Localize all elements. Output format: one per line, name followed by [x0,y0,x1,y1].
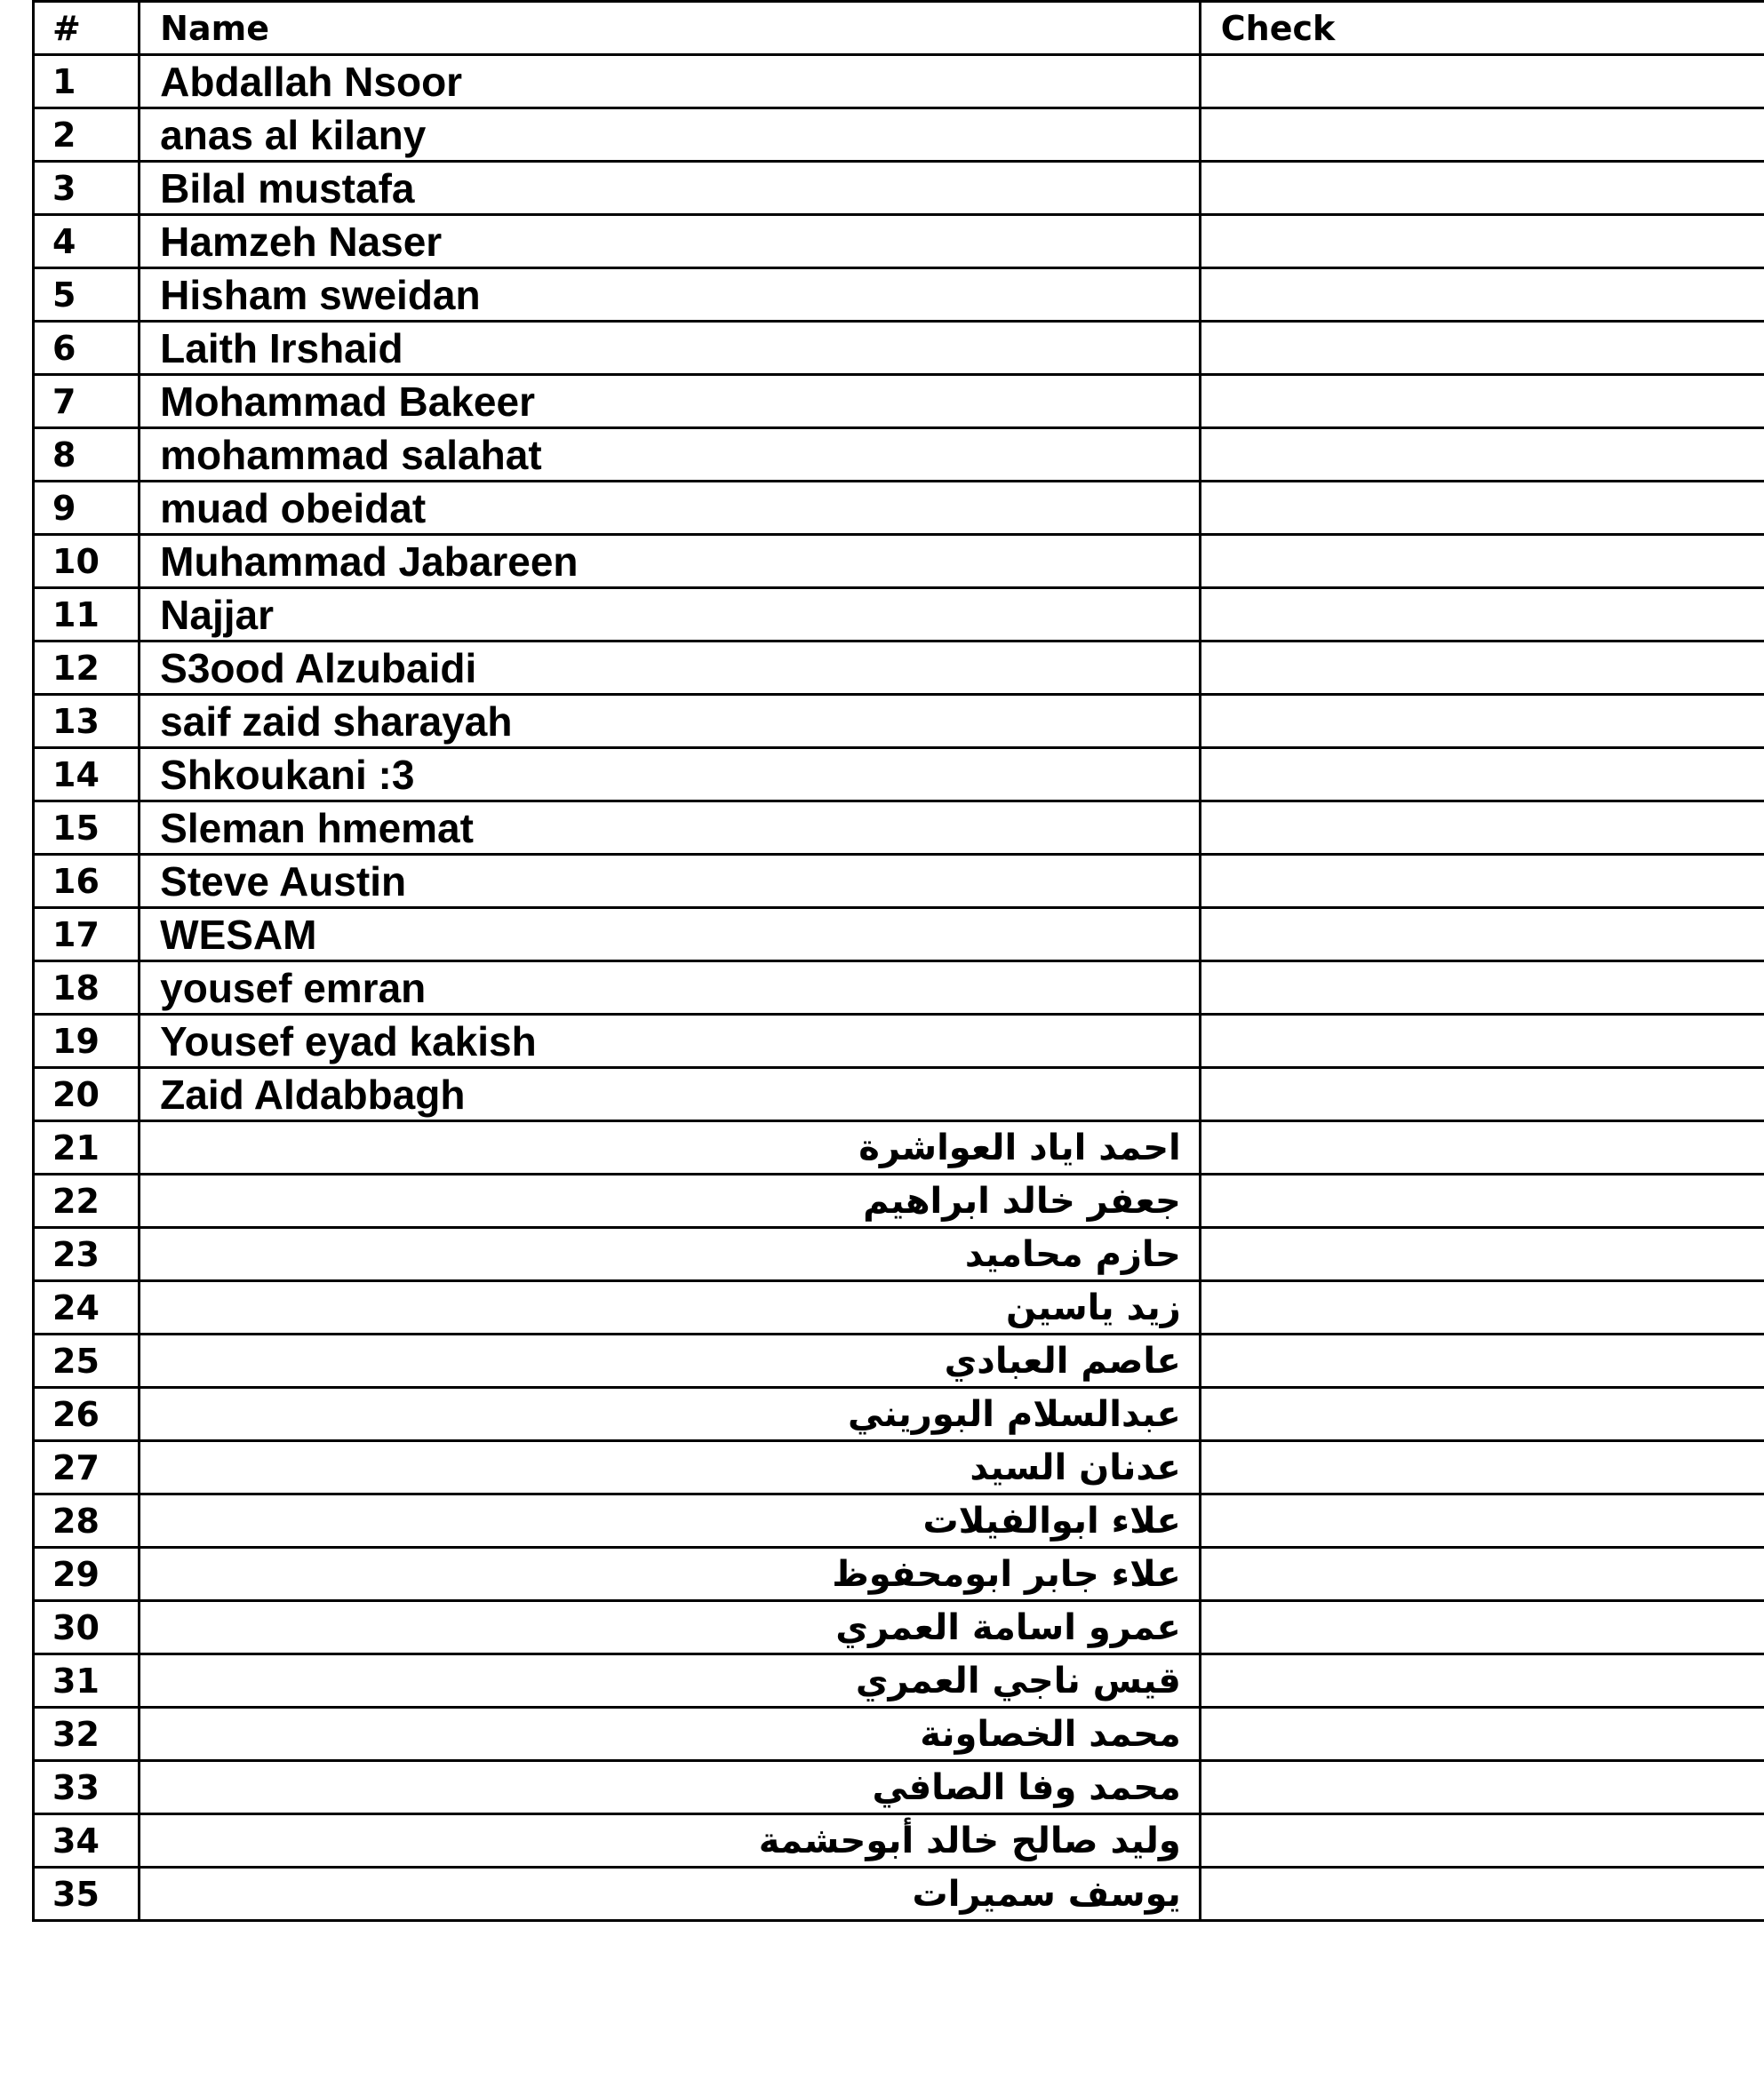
row-check-cell[interactable] [1200,1601,1764,1654]
table-row [34,1281,1764,1335]
table-row [34,1868,1764,1921]
header-name: Name [140,2,1201,55]
table-row [34,1388,1764,1441]
row-name: عاصم العبادي [140,1335,1201,1388]
table-row [34,908,1764,961]
row-check-cell[interactable] [1200,535,1764,588]
row-name: محمد الخصاونة [140,1708,1201,1761]
row-name: Najjar [140,588,1201,642]
row-check-cell[interactable] [1200,1654,1764,1708]
row-number: 34 [34,1814,140,1868]
table-row [34,1015,1764,1068]
row-number: 3 [34,162,140,215]
row-name: Muhammad Jabareen [140,535,1201,588]
table-row [34,801,1764,855]
row-name: Sleman hmemat [140,801,1201,855]
header-number: # [34,2,140,55]
row-check-cell[interactable] [1200,588,1764,642]
row-name: احمد اياد العواشرة [140,1121,1201,1175]
row-number: 8 [34,428,140,482]
row-check-cell[interactable] [1200,375,1764,428]
table-row [34,855,1764,908]
row-number: 27 [34,1441,140,1494]
row-number: 33 [34,1761,140,1814]
row-name: جعفر خالد ابراهيم [140,1175,1201,1228]
row-number: 24 [34,1281,140,1335]
row-check-cell[interactable] [1200,801,1764,855]
row-check-cell[interactable] [1200,748,1764,801]
row-number: 15 [34,801,140,855]
row-check-cell[interactable] [1200,1175,1764,1228]
row-name: علاء جابر ابومحفوظ [140,1548,1201,1601]
row-check-cell[interactable] [1200,855,1764,908]
row-number: 9 [34,482,140,535]
row-number: 26 [34,1388,140,1441]
table-row [34,535,1764,588]
row-name: Yousef eyad kakish [140,1015,1201,1068]
row-check-cell[interactable] [1200,1494,1764,1548]
row-check-cell[interactable] [1200,215,1764,268]
table-row [34,215,1764,268]
row-check-cell[interactable] [1200,1868,1764,1921]
row-name: علاء ابوالفيلات [140,1494,1201,1548]
row-name: زيد ياسين [140,1281,1201,1335]
row-name: yousef emran [140,961,1201,1015]
row-number: 25 [34,1335,140,1388]
row-name: saif zaid sharayah [140,695,1201,748]
row-check-cell[interactable] [1200,162,1764,215]
row-number: 10 [34,535,140,588]
row-name: Zaid Aldabbagh [140,1068,1201,1121]
row-number: 30 [34,1601,140,1654]
table-row [34,268,1764,322]
table-row [34,1548,1764,1601]
row-check-cell[interactable] [1200,1228,1764,1281]
row-name: محمد وفا الصافي [140,1761,1201,1814]
row-name: Hisham sweidan [140,268,1201,322]
row-number: 22 [34,1175,140,1228]
row-name: Hamzeh Naser [140,215,1201,268]
row-number: 18 [34,961,140,1015]
table-row [34,695,1764,748]
header-row [34,2,1764,55]
row-check-cell[interactable] [1200,642,1764,695]
row-name: anas al kilany [140,108,1201,162]
header-check: Check [1200,2,1764,55]
row-check-cell[interactable] [1200,1015,1764,1068]
table-row [34,482,1764,535]
row-number: 31 [34,1654,140,1708]
row-number: 2 [34,108,140,162]
table-row [34,162,1764,215]
row-number: 20 [34,1068,140,1121]
row-check-cell[interactable] [1200,1281,1764,1335]
table-row [34,1494,1764,1548]
table-row [34,1708,1764,1761]
row-number: 1 [34,55,140,108]
row-check-cell[interactable] [1200,55,1764,108]
table-row [34,1068,1764,1121]
row-name: mohammad salahat [140,428,1201,482]
table-row [34,588,1764,642]
row-name: يوسف سميرات [140,1868,1201,1921]
row-check-cell[interactable] [1200,1814,1764,1868]
row-number: 11 [34,588,140,642]
table-row [34,55,1764,108]
table-row [34,375,1764,428]
row-check-cell[interactable] [1200,268,1764,322]
row-number: 17 [34,908,140,961]
row-name: Laith Irshaid [140,322,1201,375]
row-name: WESAM [140,908,1201,961]
row-check-cell[interactable] [1200,322,1764,375]
table-row [34,961,1764,1015]
table-row [34,428,1764,482]
attendance-table [32,0,1764,1922]
row-number: 21 [34,1121,140,1175]
table-row [34,1335,1764,1388]
row-number: 32 [34,1708,140,1761]
row-number: 7 [34,375,140,428]
row-name: Steve Austin [140,855,1201,908]
row-number: 23 [34,1228,140,1281]
row-check-cell[interactable] [1200,1335,1764,1388]
row-check-cell[interactable] [1200,908,1764,961]
table-row [34,748,1764,801]
row-name: Mohammad Bakeer [140,375,1201,428]
row-number: 5 [34,268,140,322]
row-number: 35 [34,1868,140,1921]
row-number: 13 [34,695,140,748]
row-check-cell[interactable] [1200,695,1764,748]
row-number: 14 [34,748,140,801]
row-check-cell[interactable] [1200,1548,1764,1601]
table-row [34,1121,1764,1175]
table-row [34,322,1764,375]
row-name: Abdallah Nsoor [140,55,1201,108]
row-check-cell[interactable] [1200,108,1764,162]
row-name: S3ood Alzubaidi [140,642,1201,695]
row-name: عبدالسلام البوريني [140,1388,1201,1441]
table-row [34,1228,1764,1281]
table-row [34,642,1764,695]
row-check-cell[interactable] [1200,482,1764,535]
table-row [34,1654,1764,1708]
row-number: 16 [34,855,140,908]
table-row [34,108,1764,162]
table-row [34,1601,1764,1654]
row-name: عمرو اسامة العمري [140,1601,1201,1654]
row-name: قيس ناجي العمري [140,1654,1201,1708]
row-check-cell[interactable] [1200,1708,1764,1761]
table-row [34,1441,1764,1494]
row-number: 19 [34,1015,140,1068]
row-number: 29 [34,1548,140,1601]
row-check-cell[interactable] [1200,1441,1764,1494]
row-name: وليد صالح خالد أبوحشمة [140,1814,1201,1868]
row-name: muad obeidat [140,482,1201,535]
table-row [34,1761,1764,1814]
row-check-cell[interactable] [1200,1761,1764,1814]
table-row [34,1814,1764,1868]
row-number: 6 [34,322,140,375]
row-number: 12 [34,642,140,695]
row-name: Shkoukani :3 [140,748,1201,801]
row-check-cell[interactable] [1200,1388,1764,1441]
table-body [34,55,1764,1921]
table-row [34,1175,1764,1228]
row-check-cell[interactable] [1200,1121,1764,1175]
row-name: حازم محاميد [140,1228,1201,1281]
row-number: 28 [34,1494,140,1548]
row-number: 4 [34,215,140,268]
row-name: Bilal mustafa [140,162,1201,215]
row-name: عدنان السيد [140,1441,1201,1494]
row-check-cell[interactable] [1200,428,1764,482]
row-check-cell[interactable] [1200,961,1764,1015]
row-check-cell[interactable] [1200,1068,1764,1121]
